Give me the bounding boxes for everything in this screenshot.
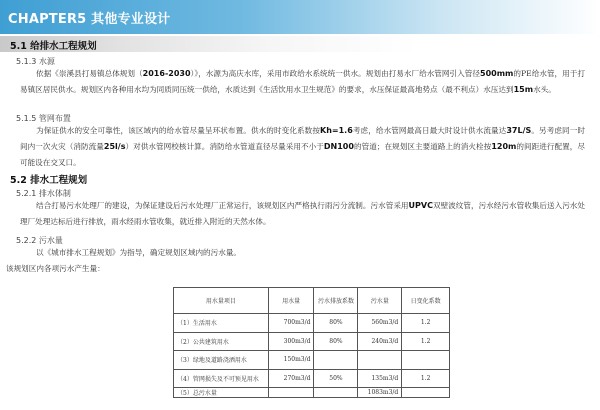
cell-daily: 1.2 bbox=[402, 314, 450, 333]
paragraph-sewage-table-intro: 该规划区内各项污水产生量： bbox=[6, 264, 105, 273]
col-header-item: 用水量项目 bbox=[174, 288, 269, 314]
cell-water: 700m3/d bbox=[268, 314, 314, 333]
cell-coef: 80% bbox=[314, 332, 358, 351]
cell-sewage: 1083m3/d bbox=[358, 388, 402, 398]
cell-daily: 1.2 bbox=[402, 369, 450, 388]
chapter-title: CHAPTER5 其他专业设计 bbox=[8, 12, 171, 27]
cell-water: 300m3/d bbox=[268, 332, 314, 351]
cell-coef: 50% bbox=[314, 369, 358, 388]
cell-item: （3）绿地及道路浇洒用水 bbox=[174, 351, 269, 370]
subsection-heading-5-1-5: 5.1.5 管网布置 bbox=[16, 114, 71, 123]
cell-sewage: 240m3/d bbox=[358, 332, 402, 351]
col-header-sewage: 污水量 bbox=[358, 288, 402, 314]
subsection-heading-5-1-3: 5.1.3 水源 bbox=[16, 57, 55, 66]
col-header-daily: 日变化系数 bbox=[402, 288, 450, 314]
cell-daily bbox=[402, 388, 450, 398]
table-row bbox=[174, 314, 450, 333]
cell-coef bbox=[314, 388, 358, 398]
cell-item: （1）生活用水 bbox=[174, 314, 269, 333]
paragraph-water-source: 依据《崇溪县打易镇总体规划（2016-2030）》，水源为高庆水库，采用市政给水系统统一供水。规划由打易水厂给水管网引入管径500mm的PE给水管，用于打易镇区居民供水。规划区内各种用水均为同质同压统一供给，水质达到《生活饮用水卫生规范》的要求，水压保证最高地势点（最不利点）水压达到15m水头。 bbox=[20, 69, 586, 94]
col-header-coef: 污水排放系数 bbox=[314, 288, 358, 314]
section-heading-5-1: 5.1 给排水工程规划 bbox=[10, 41, 97, 52]
cell-sewage bbox=[358, 351, 402, 370]
cell-coef: 80% bbox=[314, 314, 358, 333]
table-header-row bbox=[174, 288, 450, 314]
cell-item: （5）总污水量 bbox=[174, 388, 269, 398]
sewage-volume-table bbox=[173, 287, 450, 398]
cell-daily: 1.2 bbox=[402, 332, 450, 351]
cell-sewage: 135m3/d bbox=[358, 369, 402, 388]
cell-water: 270m3/d bbox=[268, 369, 314, 388]
cell-coef bbox=[314, 351, 358, 370]
paragraph-drainage-system: 结合打易污水处理厂的建设，为保证建设后污水处理厂正常运行，该规划区内严格执行雨污分流制。污水管采用UPVC双壁波纹管，污水经污水管收集后送入污水处理厂处理达标后进行排放，雨水经雨水管收集，就近排入附近的天然水体。 bbox=[20, 201, 586, 226]
table-row bbox=[174, 388, 450, 398]
cell-item: （4）管网损失及不可预见用水 bbox=[174, 369, 269, 388]
table-row bbox=[174, 351, 450, 370]
cell-daily bbox=[402, 351, 450, 370]
subsection-heading-5-2-2: 5.2.2 污水量 bbox=[16, 236, 63, 245]
cell-water: 150m3/d bbox=[268, 351, 314, 370]
paragraph-sewage-intro: 以《城市排水工程规划》为指导，确定规划区域内的污水量。 bbox=[36, 248, 242, 257]
table-row bbox=[174, 332, 450, 351]
cell-sewage: 560m3/d bbox=[358, 314, 402, 333]
section-heading-5-2: 5.2 排水工程规划 bbox=[10, 175, 88, 186]
cell-water bbox=[268, 388, 314, 398]
chapter-header bbox=[0, 0, 600, 34]
cell-item: （2）公共建筑用水 bbox=[174, 332, 269, 351]
col-header-water: 用水量 bbox=[268, 288, 314, 314]
table-row bbox=[174, 369, 450, 388]
subsection-heading-5-2-1: 5.2.1 排水体制 bbox=[16, 189, 71, 198]
paragraph-pipe-network: 为保证供水的安全可靠性，该区域内的给水管尽量呈环状布置。供水的时变化系数按Kh=1.6考虑，给水管网最高日最大时设计供水流量达37L/S。另考虑同一时间内一次火灾（消防流量25l/s）对供水管网校核计算。消防给水管道直径尽量采用不小于DN100的管道；在规划区主要道路上的消火栓按120m的间距进行配置，尽可能设在交叉口。 bbox=[20, 126, 586, 167]
